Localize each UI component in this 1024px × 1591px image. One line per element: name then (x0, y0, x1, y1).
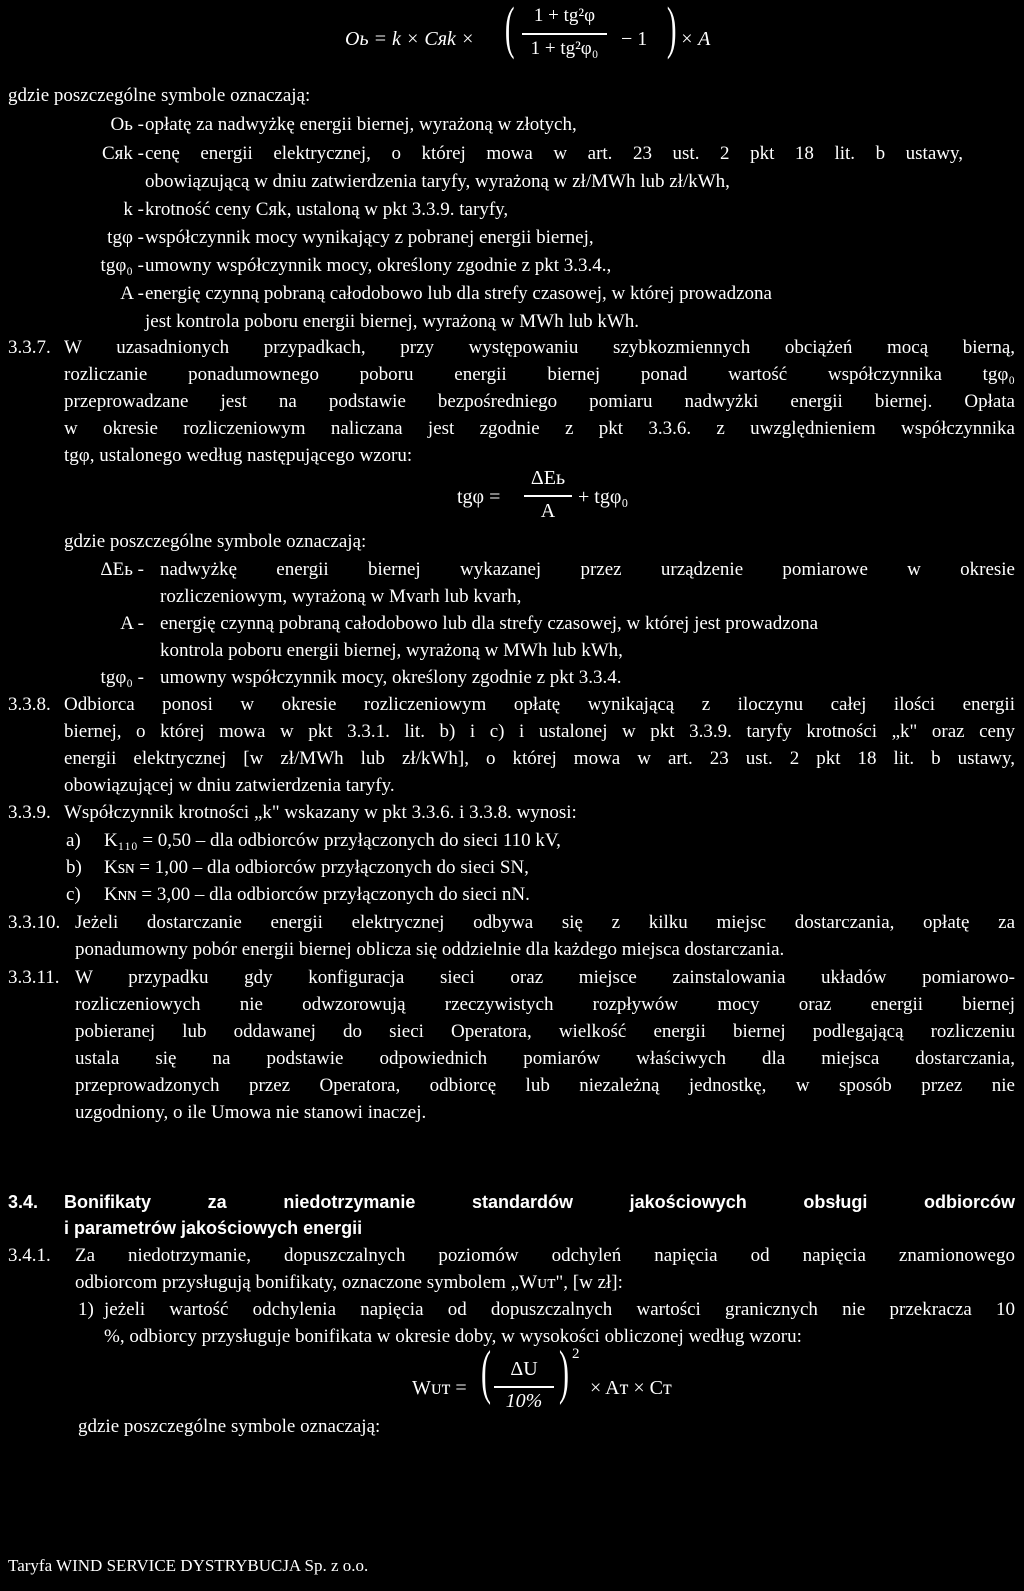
left-paren: ( (504, 0, 515, 60)
legend-text: opłatę za nadwyżkę energii biernej, wyrażoną w złotych, (145, 114, 577, 135)
legend-intro: gdzie poszczególne symbole oznaczają: (8, 85, 311, 106)
legend-text: obowiązującą w dniu zatwierdzenia taryfy, wyrażoną w zł/MWh lub zł/kWh, (145, 171, 730, 192)
section-number: 3.4. (8, 1192, 39, 1212)
paragraph-line: ponadumowny pobór energii biernej oblicza się oddzielnie dla każdego miejsca dostarczania. (75, 939, 785, 960)
paragraph-line: Współczynnik krotności „k" wskazany w pkt 3.3.6. i 3.3.8. wynosi: (64, 802, 577, 823)
formula-times-a: × A (680, 28, 711, 50)
paragraph-number: 3.3.7. (8, 337, 51, 358)
paragraph-line: W uzasadnionych przypadkach, przy występowaniu szybkozmiennych obciążeń mocą bierną, (64, 337, 1015, 358)
legend-symbol: Oь - (110, 114, 144, 135)
legend-symbol: tgφ - (107, 227, 144, 248)
list-item: %, odbiorcy przysługuje bonifikata w okresie doby, w wysokości obliczonej według wzoru: (104, 1326, 802, 1347)
formula-rhs: × Aᴛ × Cᴛ (590, 1377, 672, 1399)
legend-symbol: A - (120, 613, 144, 634)
legend-intro: gdzie poszczególne symbole oznaczają: (78, 1416, 381, 1437)
formula-numerator: ΔEь (530, 467, 566, 489)
paragraph-line: energii elektrycznej [w zł/MWh lub zł/kWh], o której mowa w art. 23 ust. 2 pkt 18 lit. b ustawy, (64, 748, 1015, 769)
paragraph-line: w okresie rozliczeniowym naliczana jest zgodnie z pkt 3.3.6. z uwzględnieniem współczynnika (64, 418, 1015, 439)
legend-text: krotność ceny Cяk, ustaloną w pkt 3.3.9. taryfy, (145, 199, 509, 220)
paragraph-line: ustala się na podstawie odpowiednich pomiarów właściwych dla miejsca dostarczania, (75, 1048, 1015, 1069)
formula-numerator: ΔU (510, 1358, 538, 1380)
section-title: Bonifikaty za niedotrzymanie standardów jakościowych obsługi odbiorców (64, 1192, 1015, 1212)
paragraph-line: Jeżeli dostarczanie energii elektrycznej odbywa się z kilku miejsc dostarczania, opłatę za (75, 912, 1015, 933)
paragraph-line: przeprowadzane jest na podstawie bezpośredniego pomiaru nadwyżki energii biernej. Opłata (64, 391, 1015, 412)
legend-symbol: tgφ₀ - (100, 667, 144, 688)
paragraph-line: tgφ, ustalonego według następującego wzoru: (64, 445, 413, 466)
paragraph-line: rozliczeniowych nie odwzorowują rzeczywistych rozpływów mocy oraz energii biernej (75, 994, 1015, 1015)
fraction-bar (522, 33, 607, 35)
list-label: a) (66, 830, 81, 851)
legend-text: kontrola poboru energii biernej, wyrażoną w MWh lub kWh, (160, 640, 623, 661)
legend-symbol: Cяk - (102, 143, 144, 164)
list-item: Kɴɴ = 3,00 – dla odbiorców przyłączonych do sieci nN. (104, 884, 530, 905)
paragraph-line: Odbiorca ponosi w okresie rozliczeniowym opłatę wynikającą z iloczynu całej ilości energii (64, 694, 1015, 715)
paragraph-line: uzgodniony, o ile Umowa nie stanowi inaczej. (75, 1102, 427, 1123)
fraction-bar (494, 1386, 554, 1388)
paragraph-line: biernej, o której mowa w pkt 3.3.1. lit. b) i c) i ustalonej w pkt 3.3.9. taryfy krotności „k" oraz ceny (64, 721, 1015, 742)
formula-exponent: 2 (572, 1346, 580, 1362)
formula-lhs: Wᴜᴛ = (412, 1377, 467, 1399)
fraction-bar (524, 495, 572, 497)
legend-text: jest kontrola poboru energii biernej, wyrażoną w MWh lub kWh. (145, 311, 640, 332)
paragraph-line: odbiorcom przysługują bonifikaty, oznaczone symbolem „Wᴜᴛ", [w zł]: (75, 1272, 623, 1293)
paragraph-number: 3.3.8. (8, 694, 51, 715)
paragraph-line: Za niedotrzymanie, dopuszczalnych poziomów odchyleń napięcia od napięcia znamionowego (75, 1245, 1015, 1266)
legend-text: energię czynną pobraną całodobowo lub dla strefy czasowej, w której jest prowadzona (160, 613, 819, 634)
left-paren: ( (480, 1339, 491, 1405)
list-label: c) (66, 884, 81, 905)
paragraph-line: rozliczanie ponadumownego poboru energii biernej ponad wartość współczynnika tgφ₀ (64, 364, 1015, 385)
list-item: jeżeli wartość odchylenia napięcia od dopuszczalnych wartości granicznych nie przekracza 10 (104, 1299, 1015, 1320)
right-paren: ) (666, 0, 677, 60)
legend-text: nadwyżkę energii biernej wykazanej przez urządzenie pomiarowe w okresie (160, 559, 1015, 580)
formula-rhs: + tgφ₀ (578, 486, 629, 508)
paragraph-line: W przypadku gdy konfiguracja sieci oraz miejsce zainstalowania układów pomiarowo- (75, 967, 1015, 988)
paragraph-number: 3.3.9. (8, 802, 51, 823)
legend-text: umowny współczynnik mocy, określony zgodnie z pkt 3.3.4. (160, 667, 622, 688)
paragraph-line: obowiązującej w dniu zatwierdzenia taryfy. (64, 775, 395, 796)
legend-intro: gdzie poszczególne symbole oznaczają: (64, 531, 367, 552)
paragraph-number: 3.4.1. (8, 1245, 51, 1266)
paragraph-number: 3.3.11. (8, 967, 60, 988)
list-label: 1) (78, 1299, 94, 1320)
formula-denominator: 10% (505, 1390, 543, 1412)
paragraph-line: pobieranej lub oddawanej do sieci Operatora, wielkość energii biernej podlegającą rozliczeniu (75, 1021, 1015, 1042)
legend-text: cenę energii elektrycznej, o której mowa w art. 23 ust. 2 pkt 18 lit. b ustawy, (145, 143, 963, 164)
formula-denominator: A (540, 500, 556, 522)
formula-denominator: 1 + tg²φ₀ (530, 38, 599, 59)
legend-symbol: ΔEь - (100, 559, 144, 580)
list-label: b) (66, 857, 82, 878)
legend-text: rozliczeniowym, wyrażoną w Mvarh lub kvarh, (160, 586, 522, 607)
formula-lhs: tgφ = (457, 486, 501, 508)
list-item: K₁₁₀ = 0,50 – dla odbiorców przyłączonych do sieci 110 kV, (104, 830, 561, 851)
legend-text: współczynnik mocy wynikający z pobranej energii biernej, (145, 227, 594, 248)
paragraph-number: 3.3.10. (8, 912, 61, 933)
legend-symbol: A - (120, 283, 144, 304)
right-paren: ) (558, 1339, 569, 1405)
formula-numerator: 1 + tg²φ (533, 5, 596, 26)
section-title: i parametrów jakościowych energii (64, 1218, 363, 1238)
list-item: Kѕɴ = 1,00 – dla odbiorców przyłączonych do sieci SN, (104, 857, 529, 878)
legend-text: energię czynną pobraną całodobowo lub dla strefy czasowej, w której prowadzona (145, 283, 772, 304)
legend-symbol: tgφ₀ - (100, 255, 144, 276)
paragraph-line: przeprowadzonych przez Operatora, odbiorcę lub niezależną jednostkę, w sposób przez nie (75, 1075, 1015, 1096)
legend-text: umowny współczynnik mocy, określony zgodnie z pkt 3.3.4., (145, 255, 612, 276)
formula-lhs: Oь = k × Cяk × (345, 28, 475, 50)
formula-minus-one: − 1 (621, 28, 648, 50)
legend-symbol: k - (123, 199, 144, 220)
page-footer: Taryfa WIND SERVICE DYSTRYBUCJA Sp. z o.o. (8, 1556, 369, 1575)
